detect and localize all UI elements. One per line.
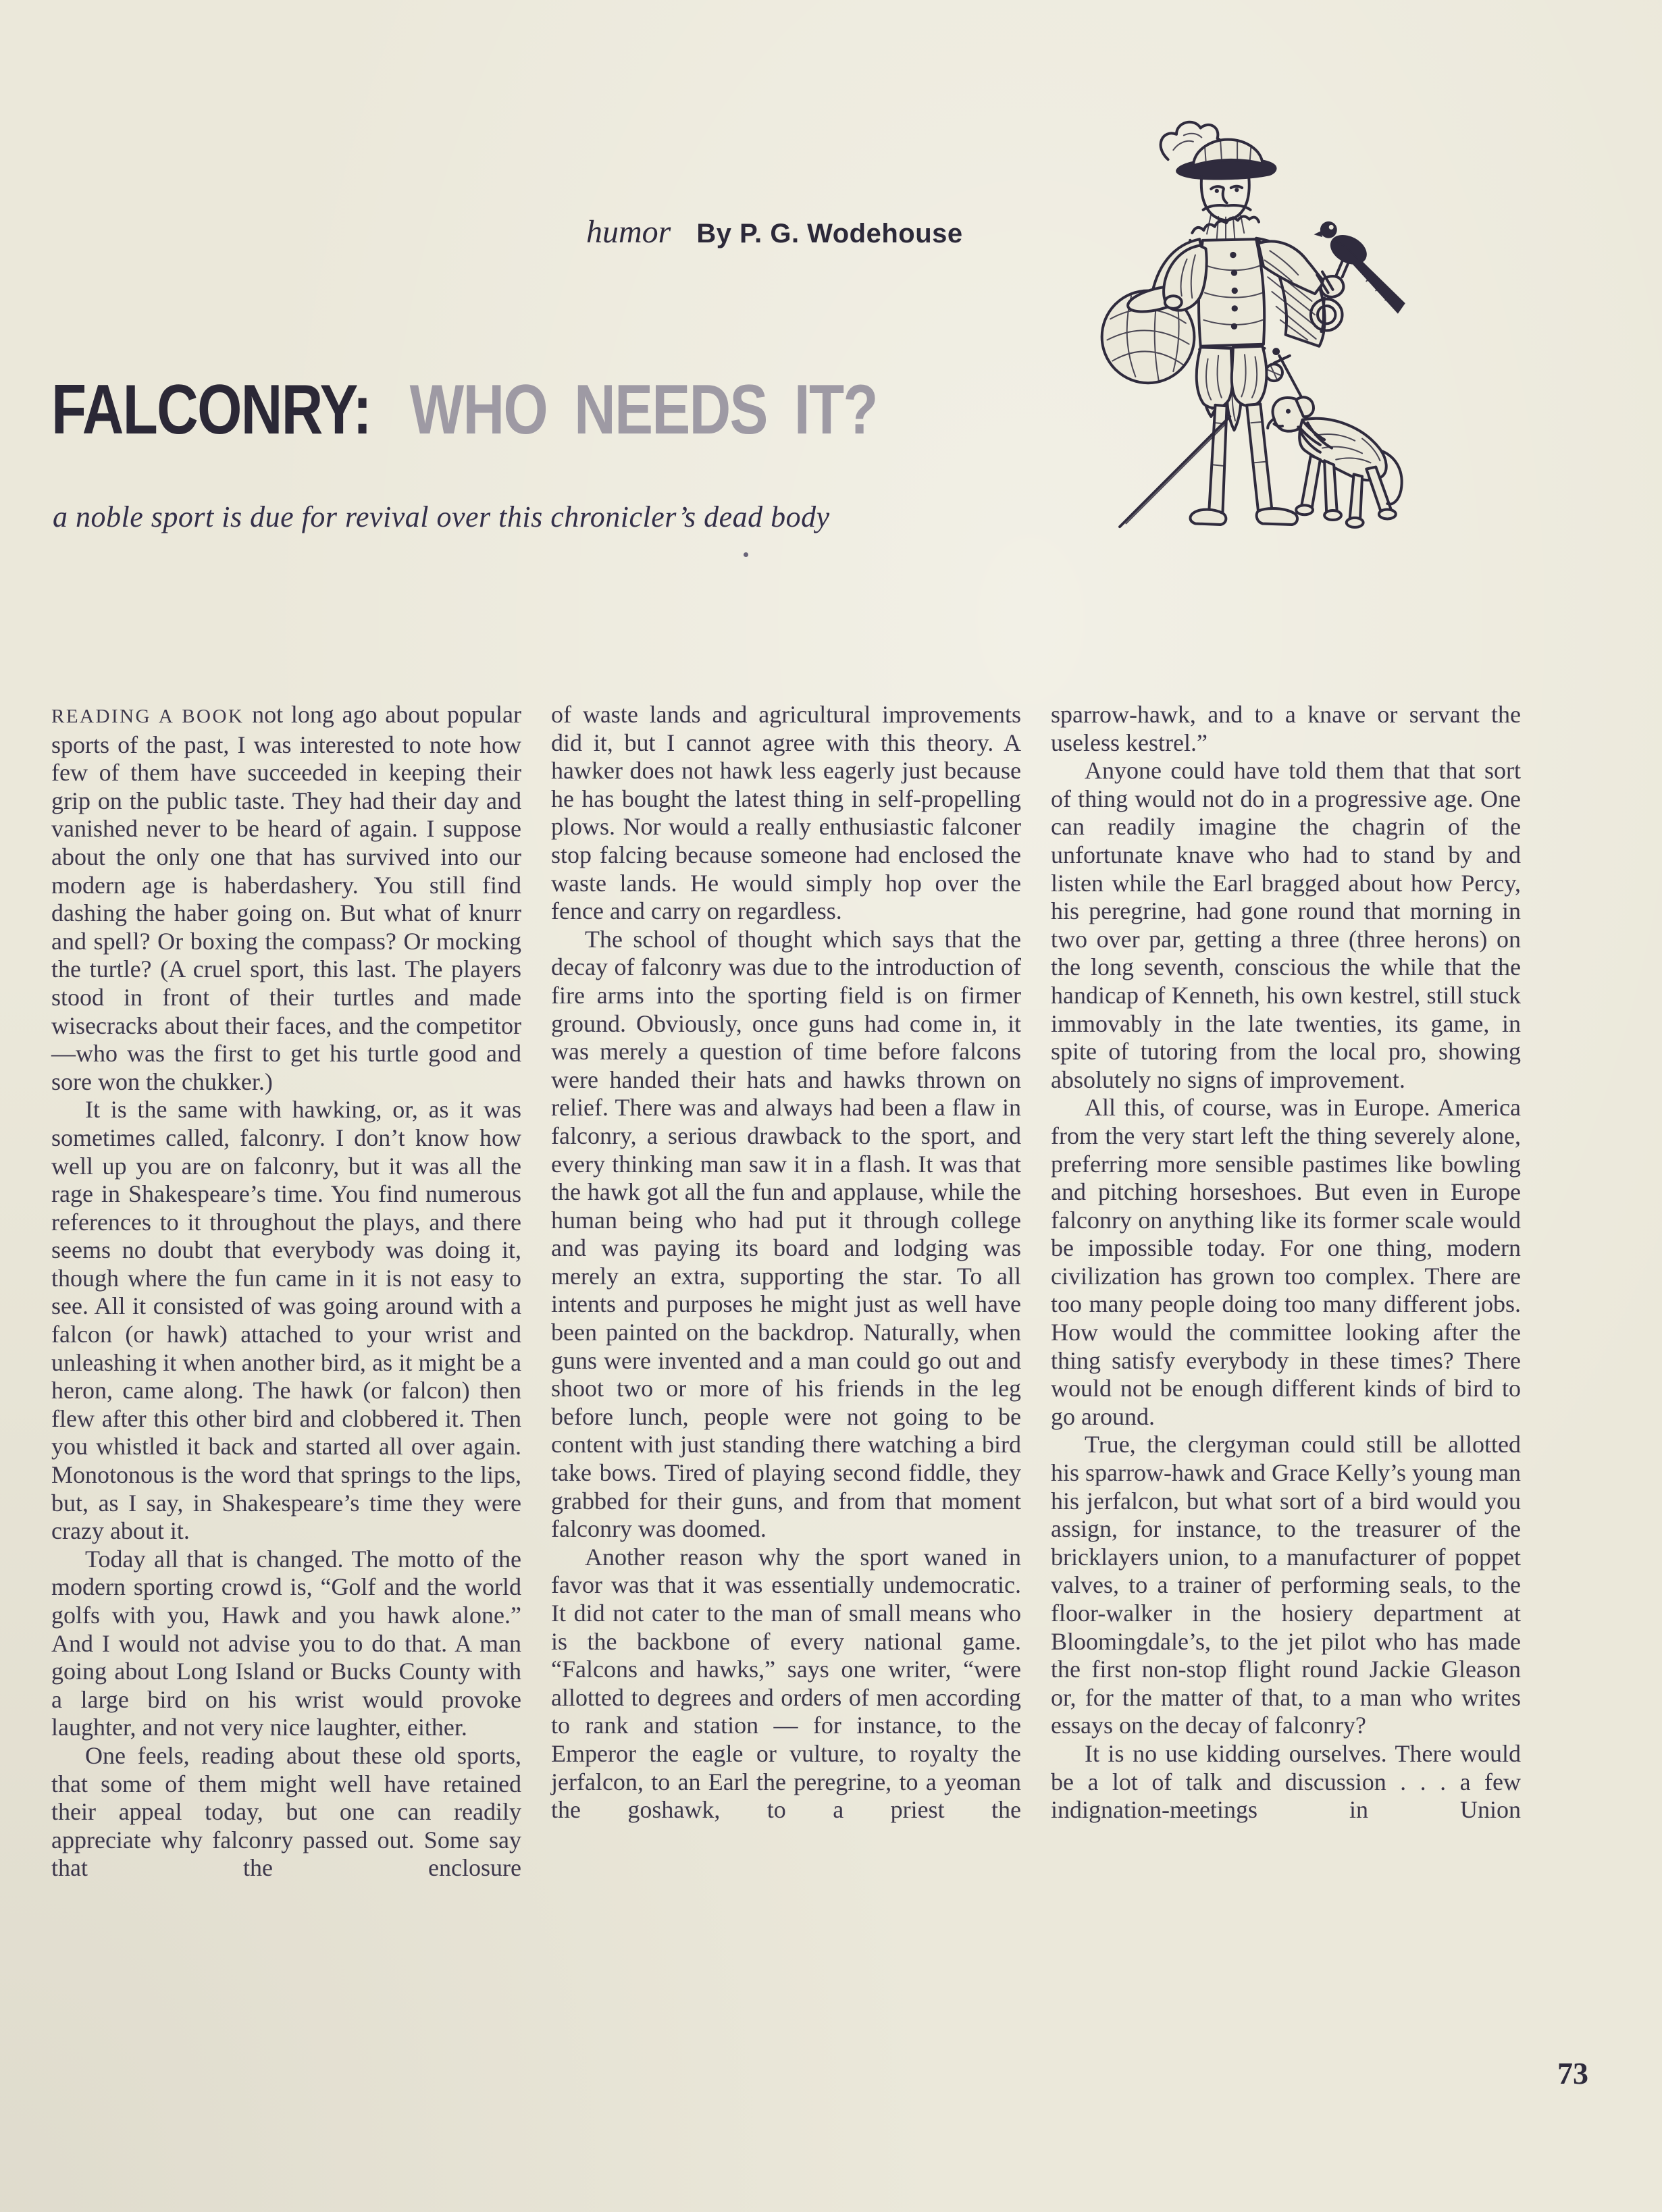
falconer-woodcut-illustration: [1089, 108, 1409, 544]
kicker-row: [586, 213, 963, 251]
paragraph: of waste lands and agricultural improvements did it, but I cannot agree with this theory. A hawker does not hawk less eagerly just because he has bought the latest thing in self-propelling plows. Nor would a really enthusiastic falconer stop falcing because someone had enclosed the waste lands. He would simply hop over the fence and carry on regardless.: [551, 701, 1021, 925]
paragraph: True, the clergyman could still be allotted his sparrow-hawk and Grace Kelly’s young man his jerfalcon, but what sort of a bird would you assign, for instance, to the treasurer of the bricklayers union, to a manufacturer of poppet valves, to a trainer of performing seals, to the floor-walker in the hosiery department at Bloomingdale’s, to the jet pilot who has made the first non-stop flight round Jackie Gleason or, for the matter of that, to a man who writes essays on the decay of falconry?: [1051, 1431, 1521, 1739]
text-column-1: [51, 701, 521, 1882]
paragraph-text: not long ago about popular sports of the past, I was interested to note how few of them have succeeded in keeping their grip on the public taste. They had their day and vanished never to be heard of again. I suppose about the only one that has survived into our modern age is haberdashery. You still find dashing the haber going on. But what of knurr and spell? Or boxing the compass? Or mocking the turtle? (A cruel sport, this last. The players stood in front of their turtles and made wisecracks about their faces, and the competitor—who was the first to get his turtle good and sore won the chukker.): [51, 701, 521, 1095]
text-column-2: [551, 701, 1021, 1824]
printers-dot: [744, 552, 748, 557]
lead-in: READING A BOOK: [51, 706, 244, 727]
kicker-label: humor: [586, 214, 671, 250]
paragraph: The school of thought which says that the decay of falconry was due to the introduction of fire arms into the sporting field is on firmer ground. Obviously, once guns had come in, it was merely a question of time before falcons were handed their hats and hawks thrown on relief. There was and always had been a flaw in falconry, a serious drawback to the sport, and every thinking man saw it in a flash. It was that the hawk got all the fun and applause, while the human being who had put it through college and was paying its board and lodging was merely an extra, supporting the star. To all intents and purposes he might just as well have been painted on the backdrop. Naturally, when guns were invented and a man could go out and shoot two or more of his friends in the leg before lunch, people were not going to be content with just standing there watching a bird take bows. Tired of playing second fiddle, they grabbed for their guns, and from that moment falconry was doomed.: [551, 925, 1021, 1543]
paragraph: Today all that is changed. The motto of the modern sporting crowd is, “Golf and the world golfs with you, Hawk and you hawk alone.” And I would not advise you to do that. A man going about Long Island or Bucks County with a large bird on his wrist would provoke laughter, and not very nice laughter, either.: [51, 1545, 521, 1741]
title-primary: FALCONRY:: [51, 371, 371, 449]
byline: By P. G. Wodehouse: [696, 219, 963, 248]
page-number: 73: [1557, 2056, 1588, 2090]
text-column-3: [1051, 701, 1521, 1824]
paragraph: It is no use kidding ourselves. There would be a lot of talk and discussion . . . a few indignation-meetings in Union: [1051, 1739, 1521, 1824]
paragraph: It is the same with hawking, or, as it was sometimes called, falconry. I don’t know how well up you are on falconry, but it was all the rage in Shakespeare’s time. You find numerous references to it throughout the plays, and there seems no doubt that everybody was doing it, though where the fun came in it is not easy to see. All it consisted of was going around with a falcon (or hawk) attached to your wrist and unleashing it when another bird, as it might be a heron, came along. The hawk (or falcon) then flew after this other bird and clobbered it. Then you whistled it back and started all over again. Monotonous is the word that springs to the lips, but, as I say, in Shakespeare’s time they were crazy about it.: [51, 1096, 521, 1545]
paragraph: sparrow-hawk, and to a knave or servant the useless kestrel.”: [1051, 701, 1521, 756]
paragraph: Another reason why the sport waned in favor was that it was essentially undemocratic. It did not cater to the man of small means who is the backbone of every national game. “Falcons and hawks,” says one writer, “were allotted to degrees and orders of men according to rank and station — for instance, to the Emperor the eagle or vulture, to royalty the jerfalcon, to an Earl the peregrine, to a yeoman the goshawk, to a priest the: [551, 1543, 1021, 1824]
paragraph: One feels, reading about these old sports, that some of them might well have retained their appeal today, but one can readily appreciate why falconry passed out. Some say that the enclosure: [51, 1741, 521, 1882]
paragraph: Anyone could have told them that that sort of thing would not do in a progressive age. One can readily imagine the chagrin of the unfortunate knave who had to stand by and listen while the Earl bragged about how Percy, his peregrine, had gone round that morning in two over par, getting a three (three herons) on the long seventh, conscious the while that the handicap of Kenneth, his own kestrel, still stuck immovably in the late twenties, its game, in spite of tutoring from the local pro, showing absolutely no signs of improvement.: [1051, 757, 1521, 1093]
subtitle: a noble sport is due for revival over this chronicler’s dead body: [53, 500, 830, 533]
title-secondary: WHO NEEDS IT?: [409, 371, 877, 449]
article-title: [51, 370, 877, 450]
paragraph: [51, 701, 521, 1096]
paragraph: All this, of course, was in Europe. America from the very start left the thing severely alone, preferring more sensible pastimes like bowling and pitching horseshoes. But even in Europe falconry on anything like its former scale would be impossible today. For one thing, modern civilization has grown too complex. There are too many people doing too many different jobs. How would the committee looking after the thing satisfy everybody in these times? There would not be enough different kinds of bird to go around.: [1051, 1094, 1521, 1430]
